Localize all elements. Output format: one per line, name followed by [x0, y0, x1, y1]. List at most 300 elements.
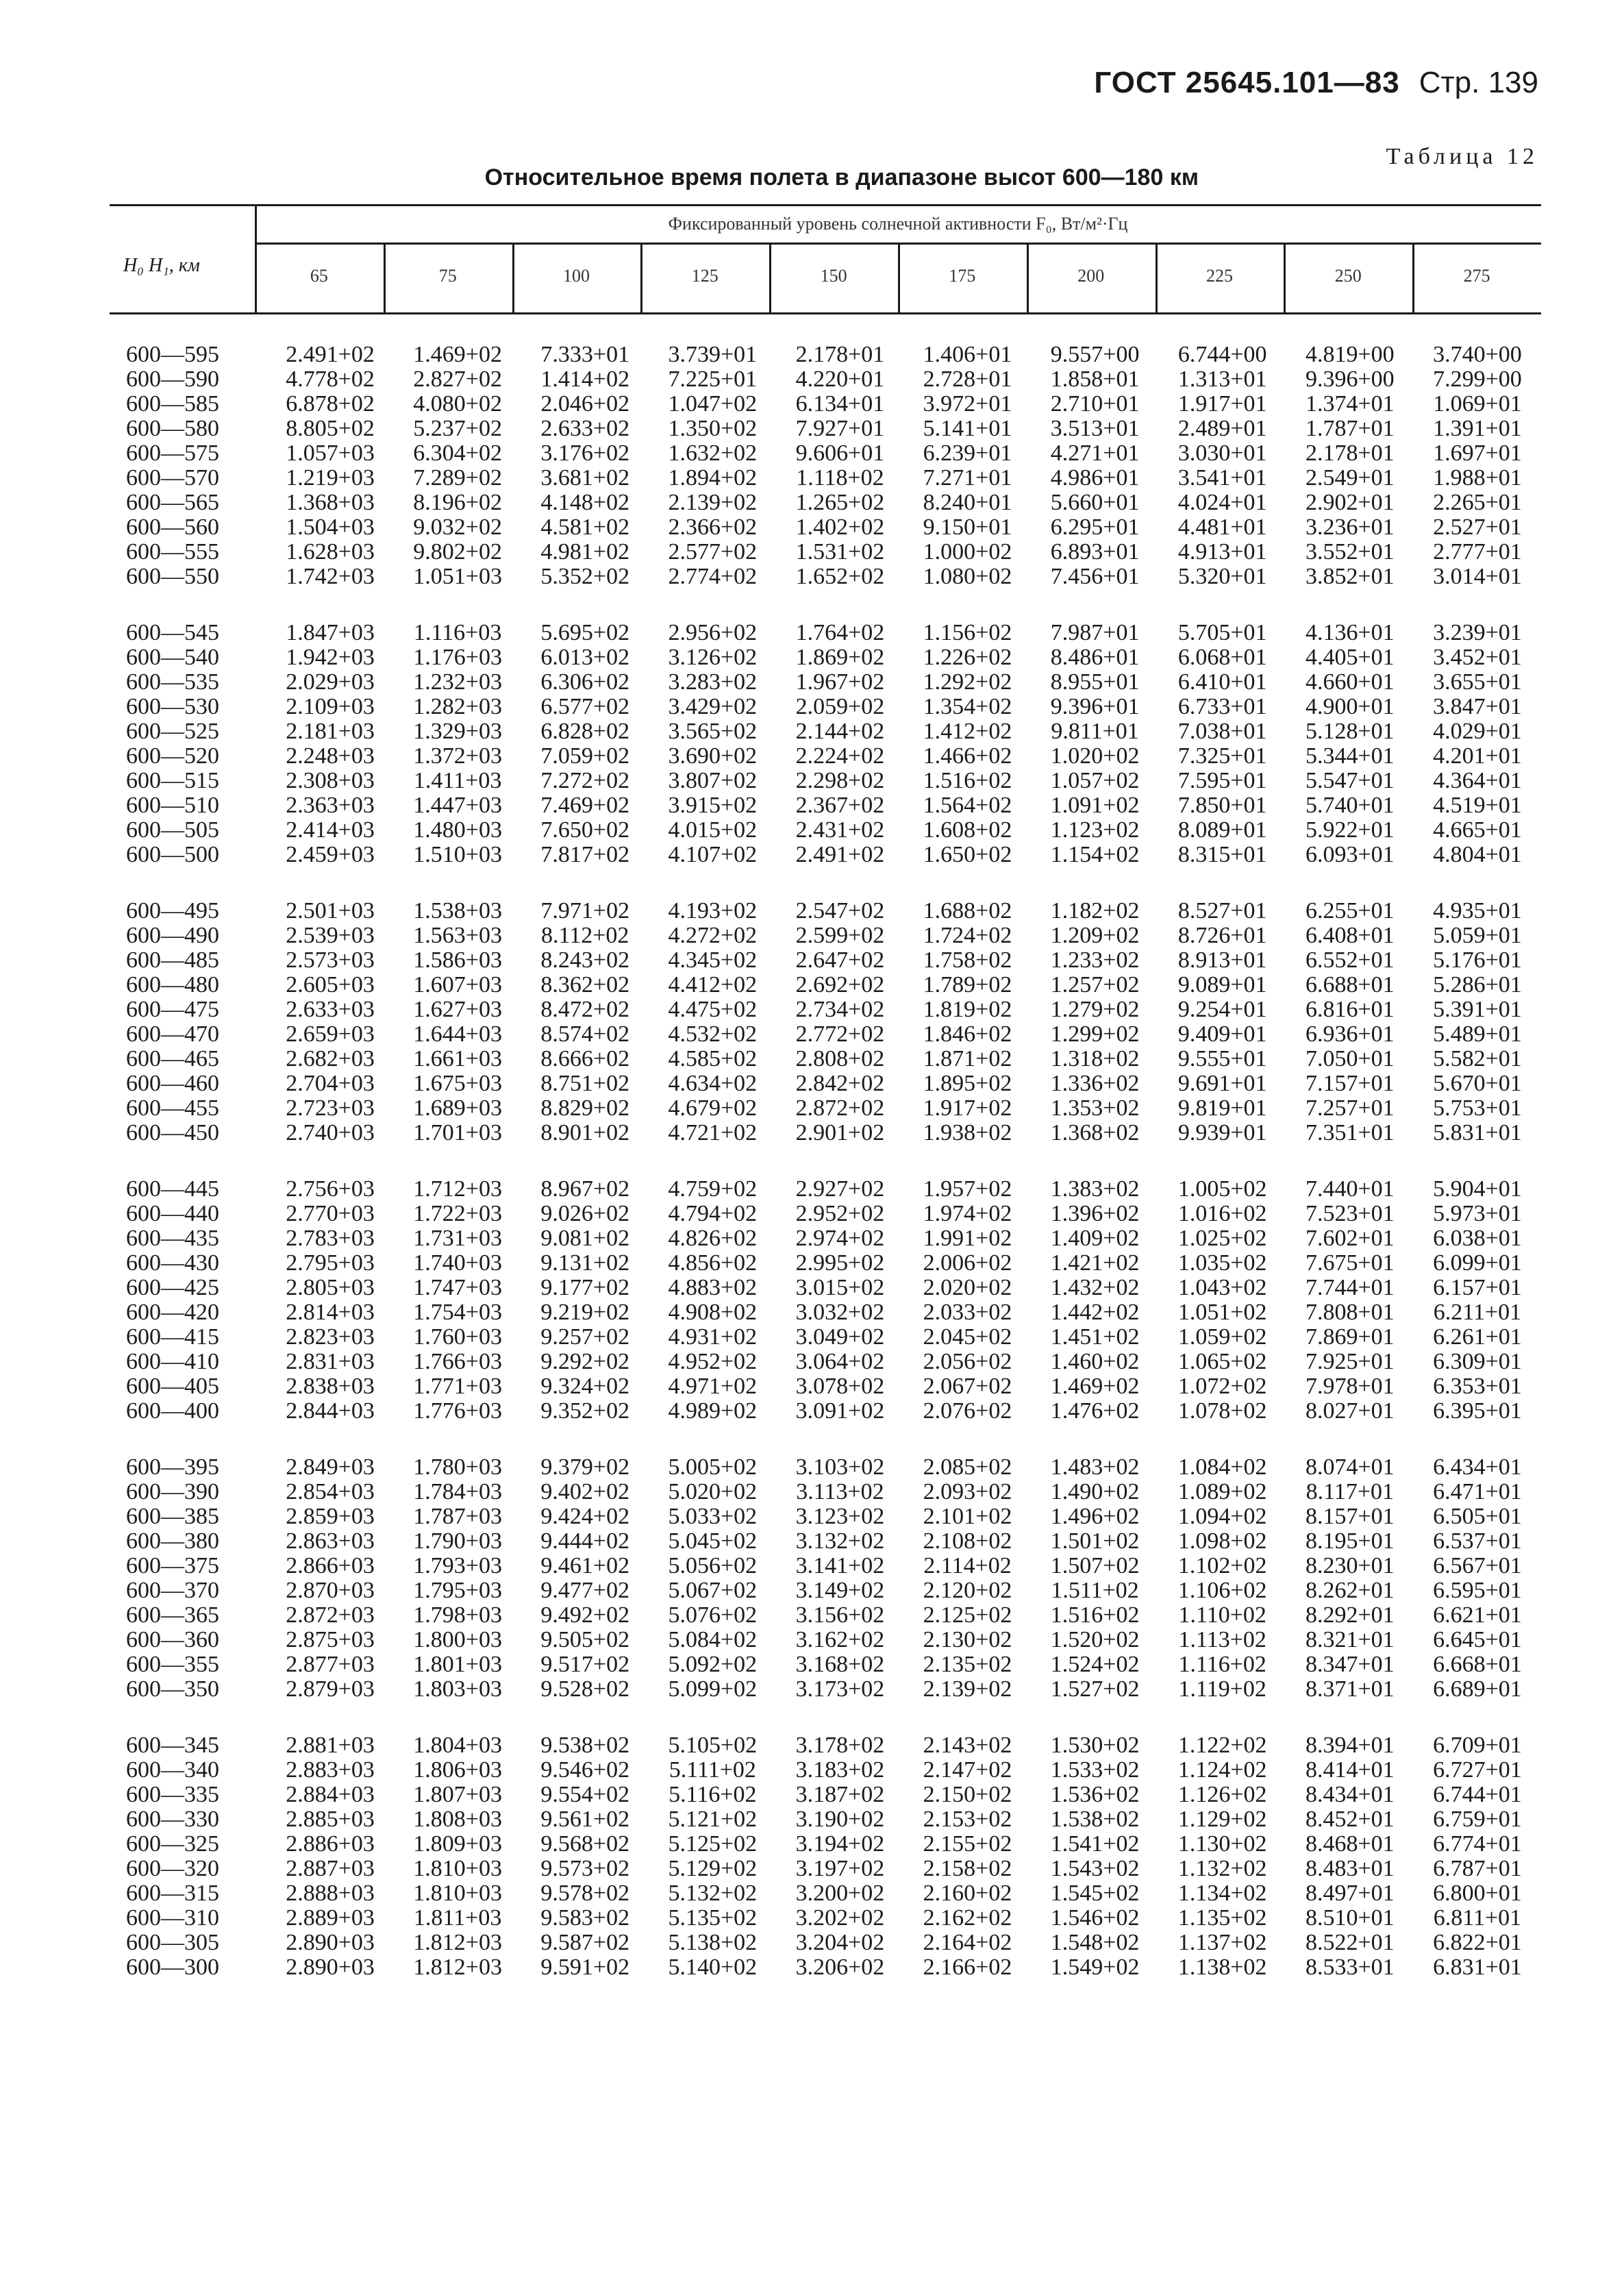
value-cell: 1.219+03	[286, 465, 375, 491]
value-cell: 7.050+01	[1305, 1046, 1395, 1071]
value-cell: 3.202+02	[795, 1905, 885, 1931]
value-cell: 9.324+02	[540, 1374, 630, 1399]
value-cell: 2.224+02	[795, 743, 885, 769]
value-cell: 7.157+01	[1305, 1071, 1395, 1096]
altitude-range-cell: 600—480	[126, 972, 219, 997]
value-cell: 1.412+02	[923, 719, 1012, 744]
value-cell: 1.138+02	[1177, 1955, 1267, 1980]
value-cell: 1.800+03	[413, 1627, 502, 1652]
value-cell: 8.434+01	[1305, 1782, 1395, 1807]
value-cell: 4.665+01	[1433, 817, 1522, 843]
value-cell: 1.507+02	[1050, 1553, 1140, 1578]
value-cell: 4.778+02	[286, 367, 375, 392]
value-cell: 2.875+03	[286, 1627, 375, 1652]
value-cell: 4.908+02	[668, 1300, 758, 1325]
value-cell: 8.243+02	[540, 947, 630, 973]
table-row	[110, 1455, 1541, 1480]
value-cell: 3.915+02	[668, 793, 758, 818]
value-cell: 7.440+01	[1305, 1176, 1395, 1202]
value-cell: 7.469+02	[540, 793, 630, 818]
value-cell: 2.805+03	[286, 1275, 375, 1300]
value-cell: 2.093+02	[923, 1479, 1012, 1504]
group-spacer	[110, 1702, 1541, 1733]
value-cell: 9.089+01	[1177, 972, 1267, 997]
value-cell: 5.125+02	[668, 1831, 758, 1857]
table-body	[110, 343, 1541, 1980]
value-cell: 9.939+01	[1177, 1120, 1267, 1145]
value-cell: 8.362+02	[540, 972, 630, 997]
value-cell: 3.141+02	[795, 1553, 885, 1578]
value-cell: 1.766+03	[413, 1349, 502, 1374]
value-cell: 3.149+02	[795, 1578, 885, 1603]
value-cell: 1.564+02	[923, 793, 1012, 818]
table-row	[110, 1807, 1541, 1832]
value-cell: 2.647+02	[795, 947, 885, 973]
value-cell: 1.895+02	[923, 1071, 1012, 1096]
column-divider	[640, 243, 642, 314]
value-cell: 1.098+02	[1177, 1528, 1267, 1554]
value-cell: 3.681+02	[540, 465, 630, 491]
value-cell: 1.991+02	[923, 1226, 1012, 1251]
altitude-range-cell: 600—400	[126, 1398, 219, 1424]
value-cell: 2.728+01	[923, 367, 1012, 392]
altitude-range-cell: 600—595	[126, 342, 219, 367]
value-cell: 1.318+02	[1050, 1046, 1140, 1071]
value-cell: 7.271+01	[923, 465, 1012, 491]
table-row	[110, 1628, 1541, 1652]
value-cell: 3.173+02	[795, 1676, 885, 1702]
value-cell: 7.650+02	[540, 817, 630, 843]
value-cell: 9.477+02	[540, 1578, 630, 1603]
value-cell: 5.922+01	[1305, 817, 1395, 843]
value-cell: 1.113+02	[1178, 1627, 1266, 1652]
value-cell: 1.764+02	[795, 620, 885, 645]
column-header: 200	[1077, 266, 1105, 286]
value-cell: 1.846+02	[923, 1021, 1012, 1047]
value-cell: 2.831+03	[286, 1349, 375, 1374]
value-cell: 2.020+02	[923, 1275, 1012, 1300]
value-cell: 3.194+02	[795, 1831, 885, 1857]
value-cell: 1.754+03	[413, 1300, 502, 1325]
value-cell: 1.628+03	[286, 539, 375, 565]
value-cell: 4.721+02	[668, 1120, 758, 1145]
value-cell: 6.537+01	[1433, 1528, 1522, 1554]
value-cell: 2.838+03	[286, 1374, 375, 1399]
value-cell: 1.226+02	[923, 645, 1012, 670]
value-cell: 2.046+02	[540, 391, 630, 417]
value-cell: 1.135+02	[1177, 1905, 1267, 1931]
value-cell: 1.974+02	[923, 1201, 1012, 1226]
table-row	[110, 1480, 1541, 1504]
value-cell: 7.523+01	[1305, 1201, 1395, 1226]
value-cell: 1.688+02	[923, 898, 1012, 923]
value-cell: 4.107+02	[668, 842, 758, 867]
value-cell: 9.538+02	[540, 1733, 630, 1758]
value-cell: 2.870+03	[286, 1578, 375, 1603]
value-cell: 6.645+01	[1433, 1627, 1522, 1652]
value-cell: 5.973+01	[1433, 1201, 1522, 1226]
value-cell: 1.154+02	[1050, 842, 1140, 867]
value-cell: 9.528+02	[540, 1676, 630, 1702]
value-cell: 7.978+01	[1305, 1374, 1395, 1399]
value-cell: 9.554+02	[540, 1782, 630, 1807]
value-cell: 5.582+01	[1433, 1046, 1522, 1071]
value-cell: 7.272+02	[540, 768, 630, 793]
value-cell: 9.396+01	[1050, 694, 1140, 719]
altitude-range-cell: 600—565	[126, 490, 219, 515]
value-cell: 2.774+02	[668, 564, 758, 589]
value-cell: 1.134+02	[1177, 1881, 1267, 1906]
value-cell: 1.209+02	[1050, 923, 1140, 948]
table-row	[110, 1022, 1541, 1047]
value-cell: 1.182+02	[1050, 898, 1140, 923]
table-row	[110, 769, 1541, 793]
value-cell: 6.306+02	[540, 669, 630, 695]
value-cell: 1.102+02	[1177, 1553, 1267, 1578]
value-cell: 1.490+02	[1050, 1479, 1140, 1504]
altitude-range-cell: 600—415	[126, 1324, 219, 1350]
table-row	[110, 1906, 1541, 1931]
value-cell: 1.123+02	[1050, 817, 1140, 843]
value-cell: 3.126+02	[668, 645, 758, 670]
value-cell: 6.013+02	[540, 645, 630, 670]
value-cell: 7.059+02	[540, 743, 630, 769]
value-cell: 1.501+02	[1050, 1528, 1140, 1554]
value-cell: 4.080+02	[413, 391, 502, 417]
value-cell: 6.816+01	[1305, 997, 1395, 1022]
value-cell: 1.372+03	[413, 743, 502, 769]
value-cell: 6.759+01	[1433, 1807, 1522, 1832]
value-cell: 1.119+02	[1178, 1676, 1266, 1702]
value-cell: 6.787+01	[1433, 1856, 1522, 1881]
value-cell: 6.099+01	[1433, 1250, 1522, 1276]
value-cell: 6.304+02	[413, 441, 502, 466]
value-cell: 1.368+02	[1050, 1120, 1140, 1145]
value-cell: 6.505+01	[1433, 1504, 1522, 1529]
value-cell: 2.150+02	[923, 1782, 1012, 1807]
value-cell: 1.051+02	[1177, 1300, 1267, 1325]
value-cell: 3.123+02	[795, 1504, 885, 1529]
value-cell: 8.486+01	[1050, 645, 1140, 670]
value-cell: 1.747+03	[413, 1275, 502, 1300]
value-cell: 9.081+02	[540, 1226, 630, 1251]
value-cell: 6.038+01	[1433, 1226, 1522, 1251]
value-cell: 1.043+02	[1177, 1275, 1267, 1300]
value-cell: 1.787+03	[413, 1504, 502, 1529]
value-cell: 4.634+02	[668, 1071, 758, 1096]
table-row	[110, 1677, 1541, 1702]
value-cell: 5.092+02	[668, 1652, 758, 1677]
altitude-range-cell: 600—335	[126, 1782, 219, 1807]
column-header: 250	[1334, 266, 1362, 286]
value-cell: 6.621+01	[1433, 1602, 1522, 1628]
value-cell: 4.364+01	[1433, 768, 1522, 793]
altitude-range-cell: 600—390	[126, 1479, 219, 1504]
value-cell: 2.956+02	[668, 620, 758, 645]
altitude-range-cell: 600—545	[126, 620, 219, 645]
value-cell: 5.391+01	[1433, 997, 1522, 1022]
value-cell: 3.078+02	[795, 1374, 885, 1399]
page-header	[1094, 66, 1538, 100]
value-cell: 5.344+01	[1305, 743, 1395, 769]
altitude-range-cell: 600—510	[126, 793, 219, 818]
value-cell: 5.320+01	[1177, 564, 1267, 589]
value-cell: 3.429+02	[668, 694, 758, 719]
value-cell: 9.583+02	[540, 1905, 630, 1931]
value-cell: 1.047+02	[668, 391, 758, 417]
value-cell: 1.806+03	[413, 1757, 502, 1783]
value-cell: 2.139+02	[923, 1676, 1012, 1702]
value-cell: 1.758+02	[923, 947, 1012, 973]
value-cell: 3.103+02	[795, 1454, 885, 1480]
value-cell: 1.917+01	[1177, 391, 1267, 417]
column-header: 65	[310, 266, 328, 286]
value-cell: 1.784+03	[413, 1479, 502, 1504]
value-cell: 1.722+03	[413, 1201, 502, 1226]
table-row	[110, 670, 1541, 695]
value-cell: 8.913+01	[1177, 947, 1267, 973]
value-cell: 6.239+01	[923, 441, 1012, 466]
value-cell: 1.069+01	[1433, 391, 1522, 417]
value-cell: 5.753+01	[1433, 1095, 1522, 1121]
value-cell: 1.432+02	[1050, 1275, 1140, 1300]
value-cell: 1.137+02	[1177, 1930, 1267, 1955]
value-cell: 5.740+01	[1305, 793, 1395, 818]
value-cell: 1.644+03	[413, 1021, 502, 1047]
value-cell: 1.000+02	[923, 539, 1012, 565]
value-cell: 9.254+01	[1177, 997, 1267, 1022]
value-cell: 1.520+02	[1050, 1627, 1140, 1652]
value-cell: 9.352+02	[540, 1398, 630, 1424]
value-cell: 2.777+01	[1433, 539, 1522, 565]
value-cell: 2.547+02	[795, 898, 885, 923]
value-cell: 8.805+02	[286, 416, 375, 441]
value-cell: 6.878+02	[286, 391, 375, 417]
value-cell: 1.548+02	[1050, 1930, 1140, 1955]
value-cell: 3.132+02	[795, 1528, 885, 1554]
value-cell: 1.810+03	[413, 1881, 502, 1906]
value-cell: 1.156+02	[923, 620, 1012, 645]
value-cell: 3.740+00	[1433, 342, 1522, 367]
value-cell: 9.555+01	[1177, 1046, 1267, 1071]
value-cell: 3.807+02	[668, 768, 758, 793]
value-cell: 5.045+02	[668, 1528, 758, 1554]
value-cell: 2.298+02	[795, 768, 885, 793]
value-cell: 2.178+01	[1305, 441, 1395, 466]
value-cell: 1.967+02	[795, 669, 885, 695]
value-cell: 4.660+01	[1305, 669, 1395, 695]
value-cell: 1.124+02	[1177, 1757, 1267, 1783]
value-cell: 4.029+01	[1433, 719, 1522, 744]
table-row	[110, 1578, 1541, 1603]
header-top-rule	[110, 204, 1541, 206]
value-cell: 6.157+01	[1433, 1275, 1522, 1300]
value-cell: 3.014+01	[1433, 564, 1522, 589]
value-cell: 8.292+01	[1305, 1602, 1395, 1628]
column-divider	[769, 243, 771, 314]
value-cell: 2.866+03	[286, 1553, 375, 1578]
value-cell: 5.076+02	[668, 1602, 758, 1628]
value-cell: 6.261+01	[1433, 1324, 1522, 1350]
header-bottom-rule	[110, 312, 1541, 314]
value-cell: 2.886+03	[286, 1831, 375, 1857]
altitude-range-cell: 600—560	[126, 514, 219, 540]
value-cell: 1.396+02	[1050, 1201, 1140, 1226]
value-cell: 1.122+02	[1177, 1733, 1267, 1758]
value-cell: 2.248+03	[286, 743, 375, 769]
table-row	[110, 417, 1541, 441]
value-cell: 9.461+02	[540, 1553, 630, 1578]
value-cell: 8.829+02	[540, 1095, 630, 1121]
value-cell: 5.547+01	[1305, 768, 1395, 793]
value-cell: 4.819+00	[1305, 342, 1395, 367]
value-cell: 1.126+02	[1177, 1782, 1267, 1807]
value-cell: 2.308+03	[286, 768, 375, 793]
value-cell: 1.336+02	[1050, 1071, 1140, 1096]
value-cell: 2.501+03	[286, 898, 375, 923]
value-cell: 1.279+02	[1050, 997, 1140, 1022]
value-cell: 5.067+02	[668, 1578, 758, 1603]
value-cell: 4.024+01	[1177, 490, 1267, 515]
table-row	[110, 793, 1541, 818]
value-cell: 8.901+02	[540, 1120, 630, 1145]
value-cell: 2.085+02	[923, 1454, 1012, 1480]
value-cell: 1.531+02	[795, 539, 885, 565]
value-cell: 3.113+02	[796, 1479, 884, 1504]
table-row	[110, 695, 1541, 719]
value-cell: 1.411+03	[413, 768, 502, 793]
value-cell: 2.109+03	[286, 694, 375, 719]
altitude-range-cell: 600—485	[126, 947, 219, 973]
value-cell: 8.315+01	[1177, 842, 1267, 867]
value-cell: 6.353+01	[1433, 1374, 1522, 1399]
column-header: 125	[691, 266, 719, 286]
column-header: 100	[562, 266, 590, 286]
value-cell: 2.599+02	[795, 923, 885, 948]
value-cell: 6.068+01	[1177, 645, 1267, 670]
altitude-range-cell: 600—360	[126, 1627, 219, 1652]
column-header: 75	[438, 266, 457, 286]
value-cell: 4.883+02	[668, 1275, 758, 1300]
value-cell: 6.471+01	[1433, 1479, 1522, 1504]
value-cell: 3.565+02	[668, 719, 758, 744]
value-cell: 1.059+02	[1177, 1324, 1267, 1350]
value-cell: 7.602+01	[1305, 1226, 1395, 1251]
table-row	[110, 1652, 1541, 1677]
value-cell: 8.414+01	[1305, 1757, 1395, 1783]
value-cell: 3.852+01	[1305, 564, 1395, 589]
value-cell: 3.197+02	[795, 1856, 885, 1881]
table-row	[110, 491, 1541, 515]
value-cell: 1.957+02	[923, 1176, 1012, 1202]
value-cell: 7.456+01	[1050, 564, 1140, 589]
value-cell: 1.368+03	[286, 490, 375, 515]
value-cell: 1.451+02	[1050, 1324, 1140, 1350]
value-cell: 8.497+01	[1305, 1881, 1395, 1906]
value-cell: 2.849+03	[286, 1454, 375, 1480]
value-cell: 3.206+02	[795, 1955, 885, 1980]
value-cell: 2.889+03	[286, 1905, 375, 1931]
value-cell: 3.162+02	[795, 1627, 885, 1652]
value-cell: 5.352+02	[540, 564, 630, 589]
column-header: 275	[1463, 266, 1490, 286]
value-cell: 1.538+03	[413, 898, 502, 923]
value-cell: 2.842+02	[795, 1071, 885, 1096]
value-cell: 2.135+02	[923, 1652, 1012, 1677]
table-row	[110, 1121, 1541, 1145]
value-cell: 1.469+02	[413, 342, 502, 367]
table-row	[110, 1758, 1541, 1783]
value-cell: 2.130+02	[923, 1627, 1012, 1652]
value-cell: 6.893+01	[1050, 539, 1140, 565]
group-spacer	[110, 1424, 1541, 1455]
value-cell: 4.193+02	[668, 898, 758, 923]
value-cell: 5.138+02	[668, 1930, 758, 1955]
value-cell: 7.971+02	[540, 898, 630, 923]
altitude-range-cell: 600—520	[126, 743, 219, 769]
value-cell: 4.826+02	[668, 1226, 758, 1251]
table-row	[110, 1226, 1541, 1251]
altitude-range-cell: 600—455	[126, 1095, 219, 1121]
table-row	[110, 1857, 1541, 1881]
value-cell: 4.986+01	[1050, 465, 1140, 491]
value-cell: 1.871+02	[923, 1046, 1012, 1071]
group-spacer	[110, 589, 1541, 621]
value-cell: 2.772+02	[795, 1021, 885, 1047]
value-cell: 2.549+01	[1305, 465, 1395, 491]
value-cell: 9.505+02	[540, 1627, 630, 1652]
value-cell: 1.476+02	[1050, 1398, 1140, 1424]
value-cell: 8.074+01	[1305, 1454, 1395, 1480]
value-cell: 1.414+02	[540, 367, 630, 392]
value-cell: 6.822+01	[1433, 1930, 1522, 1955]
spacer-cell	[110, 1702, 1541, 1733]
altitude-range-cell: 600—305	[126, 1930, 219, 1955]
value-cell: 1.282+03	[413, 694, 502, 719]
value-cell: 2.974+02	[795, 1226, 885, 1251]
value-cell: 2.056+02	[923, 1349, 1012, 1374]
value-cell: 8.112+02	[541, 923, 629, 948]
spacer-cell	[110, 1145, 1541, 1177]
value-cell: 5.141+01	[923, 416, 1012, 441]
value-cell: 2.114+02	[923, 1553, 1012, 1578]
table-label: Таблица 12	[1386, 144, 1538, 169]
value-cell: 2.854+03	[286, 1479, 375, 1504]
group-spacer	[110, 1145, 1541, 1177]
value-cell: 9.517+02	[540, 1652, 630, 1677]
altitude-range-cell: 600—590	[126, 367, 219, 392]
value-cell: 2.181+03	[286, 719, 375, 744]
column-divider	[512, 243, 514, 314]
value-cell: 6.936+01	[1305, 1021, 1395, 1047]
table-row	[110, 1177, 1541, 1202]
table-row	[110, 621, 1541, 645]
value-cell: 1.496+02	[1050, 1504, 1140, 1529]
value-cell: 2.770+03	[286, 1201, 375, 1226]
value-cell: 1.516+02	[923, 768, 1012, 793]
table-row	[110, 923, 1541, 948]
value-cell: 1.232+03	[413, 669, 502, 695]
value-cell: 1.176+03	[413, 645, 502, 670]
value-cell: 8.483+01	[1305, 1856, 1395, 1881]
value-cell: 2.139+02	[668, 490, 758, 515]
table-row	[110, 1202, 1541, 1226]
value-cell: 1.110+02	[1178, 1602, 1266, 1628]
value-cell: 3.655+01	[1433, 669, 1522, 695]
value-cell: 4.148+02	[540, 490, 630, 515]
column-header: 150	[820, 266, 847, 286]
value-cell: 1.116+03	[413, 620, 502, 645]
